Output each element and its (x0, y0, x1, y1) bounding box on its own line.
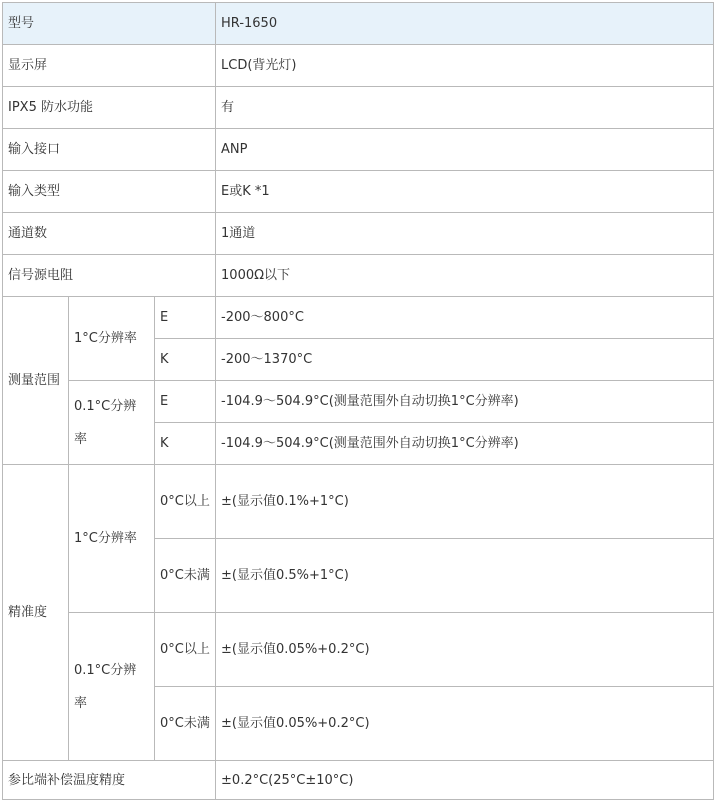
range-res01-k-value: -104.9～504.9°C(测量范围外自动切换1°C分辨率) (216, 423, 714, 465)
range-res1-e-type: E (155, 297, 216, 339)
input-port-label: 输入接口 (3, 129, 216, 171)
input-type-value: E或K *1 (216, 171, 714, 213)
range-res1-k-value: -200～1370°C (216, 339, 714, 381)
accuracy-res01-above-cond: 0°C以上 (155, 613, 216, 687)
accuracy-res1-below-value: ±(显示值0.5%+1°C) (216, 539, 714, 613)
table-row (3, 213, 714, 255)
accuracy-res1-above-value: ±(显示值0.1%+1°C) (216, 465, 714, 539)
model-value: HR-1650 (216, 3, 714, 45)
input-port-value: ANP (216, 129, 714, 171)
cjc-value: ±0.2°C(25°C±10°C) (216, 761, 714, 800)
ipx5-value: 有 (216, 87, 714, 129)
channels-label: 通道数 (3, 213, 216, 255)
accuracy-res01-above-value: ±(显示值0.05%+0.2°C) (216, 613, 714, 687)
accuracy-res01-below-cond: 0°C未满 (155, 687, 216, 761)
table-row (3, 465, 714, 539)
table-row (3, 87, 714, 129)
input-type-label: 输入类型 (3, 171, 216, 213)
source-resistance-label: 信号源电阻 (3, 255, 216, 297)
display-value: LCD(背光灯) (216, 45, 714, 87)
accuracy-res1-above-cond: 0°C以上 (155, 465, 216, 539)
table-row (3, 381, 714, 423)
range-label: 测量范围 (3, 297, 69, 465)
range-res01-e-value: -104.9～504.9°C(测量范围外自动切换1°C分辨率) (216, 381, 714, 423)
range-res01-k-type: K (155, 423, 216, 465)
table-row (3, 613, 714, 687)
source-resistance-value: 1000Ω以下 (216, 255, 714, 297)
table-row (3, 761, 714, 800)
table-row (3, 255, 714, 297)
range-res1-e-value: -200～800°C (216, 297, 714, 339)
ipx5-label: IPX5 防水功能 (3, 87, 216, 129)
accuracy-res1-label: 1°C分辨率 (69, 465, 155, 613)
range-res01-e-type: E (155, 381, 216, 423)
display-label: 显示屏 (3, 45, 216, 87)
range-res1-k-type: K (155, 339, 216, 381)
accuracy-res1-below-cond: 0°C未满 (155, 539, 216, 613)
range-res1-label: 1°C分辨率 (69, 297, 155, 381)
channels-value: 1通道 (216, 213, 714, 255)
spec-table (2, 2, 714, 800)
model-label: 型号 (3, 3, 216, 45)
accuracy-res01-below-value: ±(显示值0.05%+0.2°C) (216, 687, 714, 761)
accuracy-label: 精准度 (3, 465, 69, 761)
cjc-label: 参比端补偿温度精度 (3, 761, 216, 800)
range-res01-label: 0.1°C分辨率 (69, 381, 155, 465)
table-row (3, 45, 714, 87)
table-row (3, 171, 714, 213)
table-row (3, 297, 714, 339)
table-row (3, 129, 714, 171)
accuracy-res01-label: 0.1°C分辨率 (69, 613, 155, 761)
table-row (3, 3, 714, 45)
